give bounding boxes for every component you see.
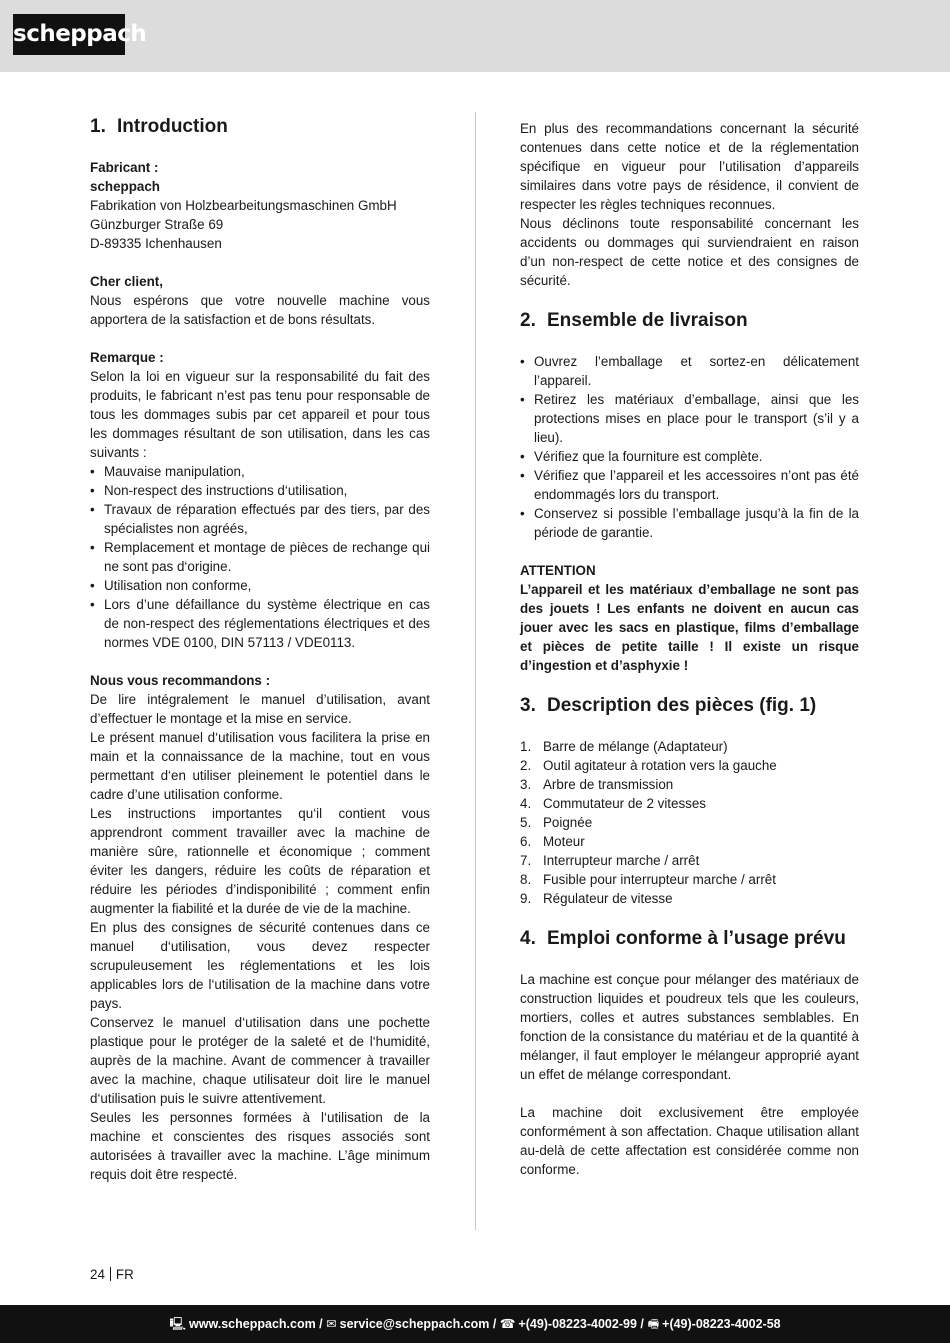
fax-icon: 🖷 (647, 1317, 660, 1331)
section-2-heading: 2. Ensemble de livraison (520, 310, 748, 331)
section-1-heading: 1. Introduction (90, 116, 228, 137)
usage-paragraph: La machine doit exclusivement être employée conformément à son affectation. Chaque utilisation allant au-delà de cette affectation est considérée comme non conforme. (520, 1105, 859, 1177)
attention-label: ATTENTION (520, 563, 596, 578)
left-column (90, 115, 430, 1184)
list-item: 6. Moteur (520, 834, 585, 849)
list-item: 9. Régulateur de vitesse (520, 891, 673, 906)
usage-paragraph: La machine est conçue pour mélanger des matériaux de construction liquides et poudreux tels que les couleurs, mortiers, colles et autres substances semblables. En fonction de la consistance du matériau et de la quantité à mélanger, il faut employer le mélangeur approprié ayant un effet de mélange correspondant. (520, 972, 859, 1082)
list-item: 5. Poignée (520, 815, 593, 830)
column-divider (475, 112, 476, 1230)
list-item: • Travaux de réparation effectués par des tiers, par des spécialistes non agréés, (90, 500, 430, 538)
safety-paragraph: Nous déclinons toute responsabilité concernant les accidents ou dommages qui surviendraient en raison d’un non-respect de cette notice et des consignes de sécurité. (520, 216, 859, 288)
footer-web[interactable]: www.scheppach.com / (189, 1317, 323, 1331)
parts-list (520, 737, 859, 908)
list-item: • Mauvaise manipulation, (90, 462, 430, 481)
page-number (90, 1265, 134, 1284)
address-line: D-89335 Ichenhausen (90, 236, 222, 251)
list-item: 1. Barre de mélange (Adaptateur) (520, 739, 728, 754)
list-item: 7. Interrupteur marche / arrêt (520, 853, 700, 868)
recommend-paragraph: Seules les personnes formées à l‘utilisation de la machine et conscientes des risques associés sont autorisées à travailler avec la machine. L’âge minimum requis doit être respecté. (90, 1110, 430, 1182)
delivery-list (520, 352, 859, 542)
remark-label: Remarque : (90, 350, 164, 365)
footer-phone: +(49)-08223-4002-99 / (518, 1317, 644, 1331)
recommend-label: Nous vous recommandons : (90, 673, 271, 688)
list-item: 3. Arbre de transmission (520, 777, 674, 792)
manufacturer-name: scheppach (90, 179, 160, 194)
computer-icon: 🖳 (169, 1317, 187, 1331)
list-item: • Vérifiez que l’appareil et les accessoires n’ont pas été endommagés lors du transport. (520, 466, 859, 504)
list-item: • Non-respect des instructions d‘utilisation, (90, 481, 430, 500)
address-line: Fabrikation von Holzbearbeitungsmaschinen GmbH (90, 198, 397, 213)
right-column (520, 119, 859, 1179)
section-4-heading: 4. Emploi conforme à l’usage prévu (520, 928, 846, 949)
scheppach-logo: scheppach (13, 14, 125, 55)
list-item: • Retirez les matériaux d’emballage, ainsi que les protections mises en place pour le transport (s’il y a lieu). (520, 390, 859, 447)
email-icon: ✉ (326, 1317, 337, 1331)
list-item: • Conservez si possible l’emballage jusqu’à la fin de la période de garantie. (520, 504, 859, 542)
footer-fax: +(49)-08223-4002-58 (662, 1317, 781, 1331)
recommend-paragraph: Le présent manuel d‘utilisation vous facilitera la prise en main et la connaissance de la machine, tout en vous permettant d‘en utiliser pleinement le potentiel dans le cadre d’une utilisation conforme. (90, 730, 430, 802)
recommend-paragraph: Conservez le manuel d‘utilisation dans une pochette plastique pour le protéger de la saleté et de l‘humidité, auprès de la machine. Avant de commencer à travailler avec la machine, chaque utilisateur doit lire le manuel d‘utilisation puis le suivre attentivement. (90, 1015, 430, 1106)
recommend-paragraph: Les instructions importantes qu‘il contient vous apprendront comment travailler avec la machine de manière sûre, rationnelle et économique ; comment éviter les dangers, réduire les coûts de réparation et réduire les périodes d’indisponibilité ; comment enfin augmenter la fiabilité et la durée de vie de la machine. (90, 806, 430, 916)
recommend-paragraph: De lire intégralement le manuel d’utilisation, avant d’effectuer le montage et la mise en service. (90, 692, 430, 726)
list-item: 2. Outil agitateur à rotation vers la gauche (520, 758, 777, 773)
list-item: • Remplacement et montage de pièces de rechange qui ne sont pas d‘origine. (90, 538, 430, 576)
remark-text: Selon la loi en vigueur sur la responsabilité du fait des produits, le fabricant n’est pas tenu pour responsable de tous les dommages subis par cet appareil et pour tous les dommages résultant de son utilisation, dans les cas suivants : (90, 369, 430, 460)
list-item: 8. Fusible pour interrupteur marche / arrêt (520, 872, 776, 887)
client-text: Nous espérons que votre nouvelle machine vous apportera de la satisfaction et de bons résultats. (90, 293, 430, 327)
page-language: FR (115, 1267, 134, 1282)
list-item: • Lors d’une défaillance du système électrique en cas de non-respect des réglementations électriques et des normes VDE 0100, DIN 57113 / VDE0113. (90, 595, 430, 652)
safety-paragraph: En plus des recommandations concernant la sécurité contenues dans cette notice et de la réglementation spécifique en vigueur pour l’utilisation d’appareils similaires dans votre pays de résidence, il convient de respecter les règles techniques reconnues. (520, 121, 859, 212)
list-item: • Vérifiez que la fourniture est complète. (520, 447, 859, 466)
manufacturer-label: Fabricant : (90, 160, 159, 175)
attention-text: L’appareil et les matériaux d’emballage ne sont pas des jouets ! Les enfants ne doivent en aucun cas jouer avec les sacs en plastique, films d’emballage et pièces de petite taille ! Il existe un risque d’ingestion et d’asphyxie ! (520, 582, 859, 673)
phone-icon: ☎ (499, 1317, 516, 1331)
address-line: Günzburger Straße 69 (90, 217, 224, 232)
footer-email[interactable]: service@scheppach.com / (339, 1317, 497, 1331)
page-footer (0, 1305, 950, 1343)
list-item: • Ouvrez l’emballage et sortez-en délicatement l’appareil. (520, 352, 859, 390)
page-header (0, 0, 950, 72)
section-3-heading: 3. Description des pièces (fig. 1) (520, 695, 817, 716)
recommend-paragraph: En plus des consignes de sécurité contenues dans ce manuel d‘utilisation, vous devez respecter scrupuleusement les réglementations et les lois applicables lors de l‘utilisation de la machine dans votre pays. (90, 920, 430, 1011)
client-label: Cher client, (90, 274, 163, 289)
list-item: • Utilisation non conforme, (90, 576, 430, 595)
page-number-value: 24 (90, 1267, 105, 1282)
remark-list (90, 462, 430, 652)
list-item: 4. Commutateur de 2 vitesses (520, 796, 706, 811)
